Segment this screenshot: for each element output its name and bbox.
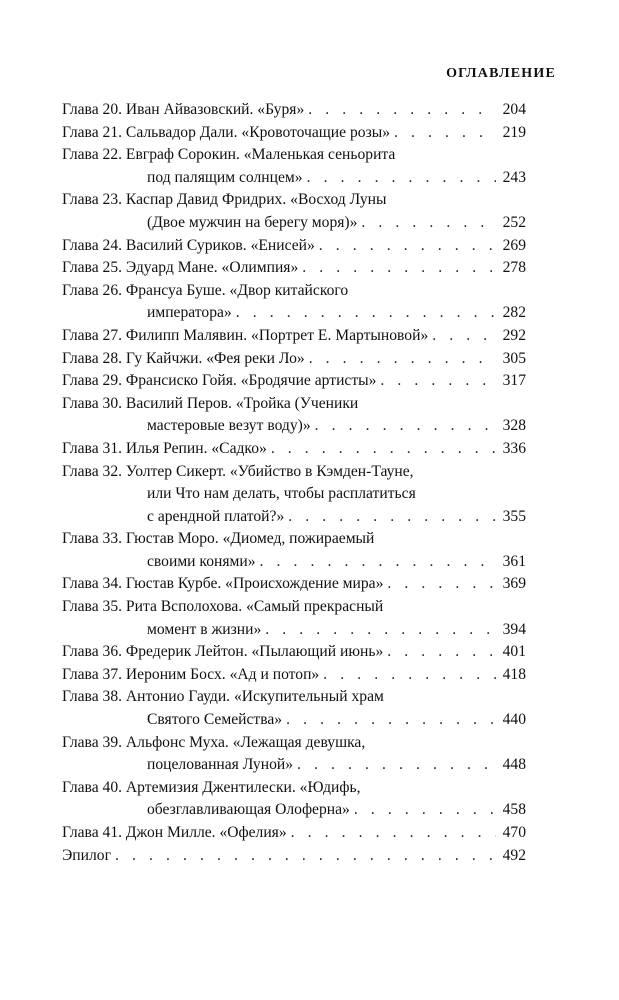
chapter-title: Рита Всполохова. «Самый прекрасный bbox=[125, 598, 384, 616]
dot-leader bbox=[291, 822, 496, 845]
chapter-number: Глава 38. bbox=[62, 688, 123, 706]
chapter-number: Глава 31. bbox=[62, 439, 123, 457]
chapter-title: Фредерик Лейтон. «Пылающий июнь» bbox=[125, 643, 384, 661]
toc-entry-line bbox=[62, 799, 526, 822]
chapter-number: Глава 20. bbox=[62, 101, 123, 118]
dot-leader bbox=[265, 619, 496, 642]
page-number: 328 bbox=[502, 417, 526, 435]
chapter-number: Глава 28. bbox=[62, 349, 123, 367]
dot-leader bbox=[288, 506, 496, 529]
chapter-title: или Что нам делать, чтобы расплатиться bbox=[147, 485, 416, 503]
toc-entry-line bbox=[62, 189, 526, 212]
toc-entry[interactable] bbox=[62, 99, 526, 122]
page-number: 269 bbox=[502, 236, 526, 254]
page-number: 292 bbox=[502, 326, 526, 344]
toc-entry[interactable] bbox=[62, 144, 526, 189]
toc-entry-line bbox=[62, 144, 526, 167]
chapter-title: обезглавливающая Олоферна» bbox=[147, 801, 350, 819]
dot-leader bbox=[236, 302, 496, 325]
toc-entry-line bbox=[62, 212, 526, 235]
page-number: 278 bbox=[502, 259, 526, 277]
page-number: 305 bbox=[502, 349, 526, 367]
chapter-title: Антонио Гауди. «Искупительный храм bbox=[125, 688, 384, 706]
page-number: 252 bbox=[502, 213, 526, 231]
chapter-title: (Двое мужчин на берегу моря)» bbox=[147, 213, 358, 231]
toc-entry-line bbox=[62, 641, 526, 664]
toc-entry[interactable] bbox=[62, 122, 526, 145]
toc-entry-line bbox=[62, 280, 526, 303]
chapter-number: Глава 21. bbox=[62, 123, 123, 141]
toc-entry-line bbox=[62, 235, 526, 258]
toc-entry[interactable] bbox=[62, 348, 526, 371]
toc-entry-line bbox=[62, 754, 526, 777]
chapter-title: Джон Милле. «Офелия» bbox=[125, 824, 287, 841]
dot-leader bbox=[354, 799, 496, 822]
toc-entry[interactable] bbox=[62, 370, 526, 393]
chapter-title: Франсуа Буше. «Двор китайского bbox=[125, 281, 349, 299]
toc-entry[interactable] bbox=[62, 596, 526, 641]
chapter-number: Глава 34. bbox=[62, 575, 123, 593]
page-number: 418 bbox=[502, 665, 526, 683]
chapter-title: Уолтер Сикерт. «Убийство в Кэмден-Тауне, bbox=[125, 462, 414, 480]
chapter-title: Гу Кайчжи. «Фея реки Ло» bbox=[125, 349, 305, 367]
toc-entry-line bbox=[62, 619, 526, 642]
toc-entry-line bbox=[62, 686, 526, 709]
page-number: 458 bbox=[502, 801, 526, 819]
chapter-number: Глава 23. bbox=[62, 191, 123, 209]
toc-entry[interactable] bbox=[62, 325, 526, 348]
chapter-title: Франсиско Гойя. «Бродячие артисты» bbox=[125, 372, 377, 390]
dot-leader bbox=[315, 415, 496, 438]
chapter-number: Глава 33. bbox=[62, 530, 123, 548]
chapter-title: Святого Семейства» bbox=[147, 711, 283, 729]
toc-entry-line bbox=[62, 845, 526, 868]
chapter-number: Глава 25. bbox=[62, 259, 123, 277]
page-number: 440 bbox=[502, 711, 526, 729]
toc-entry-line bbox=[62, 257, 526, 280]
toc-entry-line bbox=[62, 167, 526, 190]
toc-entry[interactable] bbox=[62, 822, 526, 845]
chapter-number: Глава 30. bbox=[62, 394, 123, 412]
toc-entry[interactable] bbox=[62, 461, 526, 529]
toc-entry-line bbox=[62, 348, 526, 371]
dot-leader bbox=[115, 845, 496, 868]
toc-entry-line bbox=[62, 370, 526, 393]
dot-leader bbox=[361, 212, 496, 235]
page-number: 448 bbox=[502, 756, 526, 774]
chapter-number: Глава 40. bbox=[62, 778, 123, 796]
dot-leader bbox=[297, 754, 496, 777]
toc-entry-line bbox=[62, 99, 526, 122]
toc-entry[interactable] bbox=[62, 777, 526, 822]
toc-entry[interactable] bbox=[62, 664, 526, 687]
toc-entry-line bbox=[62, 461, 526, 484]
toc-entry-line bbox=[62, 528, 526, 551]
toc-entry-line bbox=[62, 732, 526, 755]
chapter-title: поцелованная Луной» bbox=[147, 756, 294, 774]
toc-entry[interactable] bbox=[62, 235, 526, 258]
dot-leader bbox=[432, 325, 496, 348]
toc-entry-line bbox=[62, 551, 526, 574]
toc-entry-line bbox=[62, 777, 526, 800]
page-number: 470 bbox=[502, 824, 526, 841]
chapter-title: момент в жизни» bbox=[147, 620, 262, 638]
toc-entry[interactable] bbox=[62, 280, 526, 325]
chapter-title: Иван Айвазовский. «Буря» bbox=[125, 101, 305, 118]
page-number: 492 bbox=[502, 846, 526, 864]
toc-entry[interactable] bbox=[62, 641, 526, 664]
chapter-number: Глава 32. bbox=[62, 462, 123, 480]
toc-entry-line bbox=[62, 415, 526, 438]
toc-entry[interactable] bbox=[62, 845, 526, 868]
dot-leader bbox=[387, 641, 496, 664]
chapter-title: Илья Репин. «Садко» bbox=[125, 439, 267, 457]
toc-entry[interactable] bbox=[62, 528, 526, 573]
dot-leader bbox=[302, 257, 496, 280]
toc-entry-line bbox=[62, 122, 526, 145]
dot-leader bbox=[323, 664, 496, 687]
toc-entry-line bbox=[62, 664, 526, 687]
chapter-title: Эдуард Мане. «Олимпия» bbox=[125, 259, 299, 277]
chapter-number: Глава 39. bbox=[62, 733, 123, 751]
page-number: 282 bbox=[502, 304, 526, 322]
toc-entry[interactable] bbox=[62, 438, 526, 461]
dot-leader bbox=[309, 348, 496, 371]
toc-entry-line bbox=[62, 573, 526, 596]
page-title: ОГЛАВЛЕНИЕ bbox=[446, 66, 556, 81]
chapter-title: Гюстав Моро. «Диомед, пожираемый bbox=[125, 530, 375, 548]
page-number: 394 bbox=[502, 620, 526, 638]
chapter-title: Гюстав Курбе. «Происхождение мира» bbox=[125, 575, 384, 593]
chapter-number: Глава 41. bbox=[62, 824, 123, 841]
toc-entry-line bbox=[62, 393, 526, 416]
chapter-title: Артемизия Джентилески. «Юдифь, bbox=[125, 778, 361, 796]
page-number: 243 bbox=[502, 168, 526, 186]
toc-entry-line bbox=[62, 438, 526, 461]
page-number: 204 bbox=[502, 101, 526, 118]
chapter-title: Каспар Давид Фридрих. «Восход Луны bbox=[125, 191, 387, 209]
chapter-number: Глава 27. bbox=[62, 326, 123, 344]
toc-entry[interactable] bbox=[62, 189, 526, 234]
dot-leader bbox=[307, 167, 496, 190]
page-number: 355 bbox=[502, 507, 526, 525]
chapter-number: Глава 24. bbox=[62, 236, 123, 254]
toc-entry-line bbox=[62, 325, 526, 348]
chapter-number: Глава 29. bbox=[62, 372, 123, 390]
chapter-title: Иероним Босх. «Ад и потоп» bbox=[125, 665, 320, 683]
toc-entry-line bbox=[62, 506, 526, 529]
toc-entry[interactable] bbox=[62, 257, 526, 280]
chapter-title: Василий Суриков. «Енисей» bbox=[125, 236, 315, 254]
page-number: 317 bbox=[502, 372, 526, 390]
page-number: 336 bbox=[502, 439, 526, 457]
page-number: 361 bbox=[502, 552, 526, 570]
toc-entry-line bbox=[62, 709, 526, 732]
toc-entry-line bbox=[62, 822, 526, 845]
chapter-title: Василий Перов. «Тройка (Ученики bbox=[125, 394, 359, 412]
chapter-title: своими конями» bbox=[147, 552, 256, 570]
dot-leader bbox=[380, 370, 496, 393]
toc-entry-line bbox=[62, 596, 526, 619]
chapter-title: Филипп Малявин. «Портрет Е. Мартыновой» bbox=[125, 326, 429, 344]
toc-entry-line bbox=[62, 483, 526, 506]
toc-entry-line bbox=[62, 302, 526, 325]
dot-leader bbox=[286, 709, 496, 732]
chapter-title: под палящим солнцем» bbox=[147, 168, 303, 186]
chapter-title: Сальвадор Дали. «Кровоточащие розы» bbox=[125, 123, 391, 141]
chapter-title: императора» bbox=[147, 304, 232, 322]
page-number: 219 bbox=[502, 123, 526, 141]
chapter-title: Альфонс Муха. «Лежащая девушка, bbox=[125, 733, 366, 751]
chapter-title: мастеровые везут воду)» bbox=[147, 417, 311, 435]
dot-leader bbox=[394, 122, 496, 145]
page-number: 401 bbox=[502, 643, 526, 661]
toc-entry[interactable] bbox=[62, 573, 526, 596]
chapter-number: Глава 35. bbox=[62, 598, 123, 616]
dot-leader bbox=[387, 573, 496, 596]
chapter-title: Евграф Сорокин. «Маленькая сеньорита bbox=[125, 146, 396, 164]
chapter-number: Глава 36. bbox=[62, 643, 123, 661]
dot-leader bbox=[260, 551, 496, 574]
chapter-number: Глава 22. bbox=[62, 146, 123, 164]
dot-leader bbox=[308, 99, 496, 122]
chapter-title: Эпилог bbox=[62, 846, 111, 864]
toc-entry[interactable] bbox=[62, 732, 526, 777]
dot-leader bbox=[271, 438, 496, 461]
toc-entry[interactable] bbox=[62, 686, 526, 731]
page-number: 369 bbox=[502, 575, 526, 593]
chapter-number: Глава 37. bbox=[62, 665, 123, 683]
table-of-contents bbox=[62, 99, 526, 867]
dot-leader bbox=[319, 235, 496, 258]
chapter-number: Глава 26. bbox=[62, 281, 123, 299]
chapter-title: с арендной платой?» bbox=[147, 507, 285, 525]
toc-entry[interactable] bbox=[62, 393, 526, 438]
